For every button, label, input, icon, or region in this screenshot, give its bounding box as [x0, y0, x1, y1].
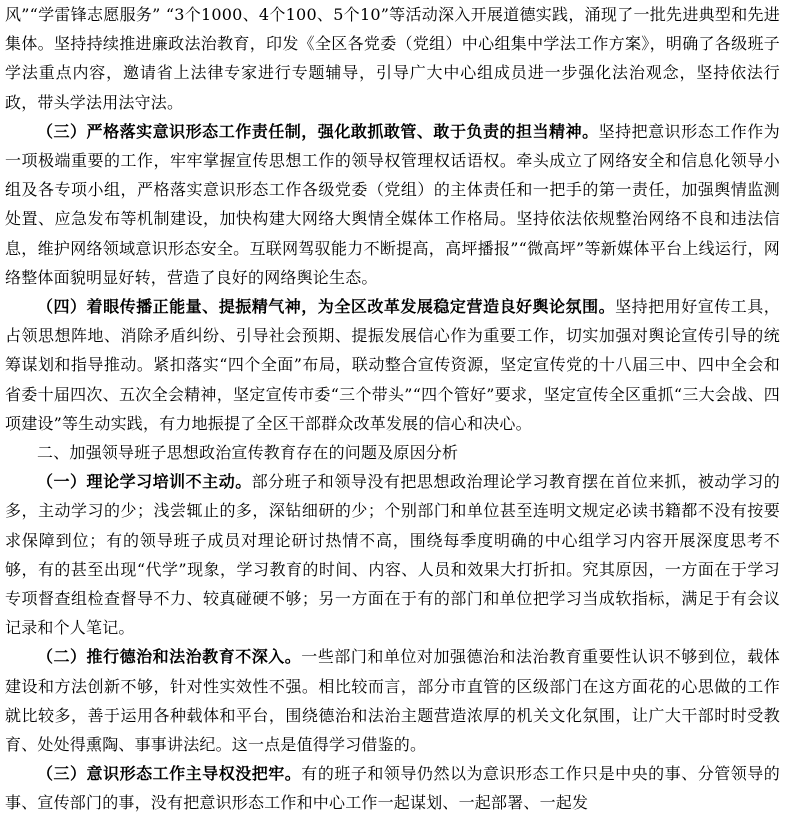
paragraph-text: 部分班子和领导没有把思想政治理论学习教育摆在首位来抓，被动学习的多，主动学习的少；浅尝辄止的多，深钻细研的少；个别部门和单位甚至连明文规定必读书籍都不没有按要求保障到位；有的领导班子成员对理论研讨热情不高，围绕每季度明确的中心组学习内容开展深度思考不够，有的甚至出现“代学”现象，学习教育的时间、内容、人员和效果大打折扣。究其原因，一方面在于学习专项督查组检查督导不力、较真碰硬不够；另一方面在于有的部门和单位把学习当成软指标，满足于有会议记录和个人笔记。	[5, 472, 780, 638]
paragraph-problem-1	[5, 467, 780, 642]
paragraph-text: 一些部门和单位对加强德治和法治教育重要性认识不够到位，载体建设和方法创新不够，针对性实效性不强。相比较而言，部分市直管的区级部门在这方面花的心思做的工作就比较多，善于运用各种载体和平台，围绕德治和法治主题营造浓厚的机关文化氛围，让广大干部时时受教育、处处得熏陶、事事讲法纪。这一点是值得学习借鉴的。	[5, 647, 780, 755]
paragraph-heading: （四）着眼传播正能量、提振精气神，为全区改革发展稳定营造良好舆论氛围。	[37, 297, 616, 317]
paragraph-section-3	[5, 117, 780, 292]
paragraph-text: 坚持把用好宣传工具，占领思想阵地、消除矛盾纠纷、引导社会预期、提振发展信心作为重要工作，切实加强对舆论宣传引导的统筹谋划和指导推动。紧扣落实“四个全面”布局，联动整合宣传资源，坚定宣传党的十八届三中、四中全会和省委十届四次、五次全会精神，坚定宣传市委“三个带头”“四个管好”要求，坚定宣传全区重抓“三大会战、四项建设”等生动实践，有力地振提了全区干部群众改革发展的信心和决心。	[5, 297, 780, 433]
paragraph-problem-3	[5, 759, 780, 817]
paragraph-text: 风”“学雷锋志愿服务” “3个1000、4个100、5个10”等活动深入开展道德实践，涌现了一批先进典型和先进集体。坚持持续推进廉政法治教育，印发《全区各党委（党组）中心组集中学法工作方案》，明确了各级班子学法重点内容，邀请省上法律专家进行专题辅导，引导广大中心组成员进一步强化法治观念，坚持依法行政，带头学法用法守法。	[5, 5, 780, 112]
section-title-text: 二、加强领导班子思想政治宣传教育存在的问题及原因分析	[37, 443, 459, 463]
paragraph-heading: （二）推行德治和法治教育不深入。	[37, 647, 302, 667]
paragraph-text: 有的班子和领导仍然以为意识形态工作只是中央的事、分管领导的事、宣传部门的事，没有把意识形态工作和中心工作一起谋划、一起部署、一起发	[5, 764, 780, 813]
section-title	[5, 438, 780, 467]
paragraph-section-4	[5, 292, 780, 438]
paragraph-text: 坚持把意识形态工作作为一项极端重要的工作，牢牢掌握宣传思想工作的领导权管理权话语权。牵头成立了网络安全和信息化领导小组及各专项小组，严格落实意识形态工作各级党委（党组）的主体责任和一把手的第一责任，加强舆情监测处置、应急发布等机制建设，加快构建大网络大舆情全媒体工作格局。坚持依法依规整治网络不良和违法信息，维护网络领域意识形态安全。互联网驾驭能力不断提高，高坪播报”“微高坪”等新媒体平台上线运行，网络整体面貌明显好转，营造了良好的网络舆论生态。	[5, 121, 780, 287]
paragraph-intro-continuation	[5, 0, 780, 117]
paragraph-heading: （三）严格落实意识形态工作责任制，强化敢抓敢管、敢于负责的担当精神。	[37, 121, 599, 141]
paragraph-problem-2	[5, 642, 780, 759]
paragraph-heading: （一）理论学习培训不主动。	[37, 472, 252, 492]
paragraph-heading: （三）意识形态工作主导权没把牢。	[37, 764, 302, 784]
